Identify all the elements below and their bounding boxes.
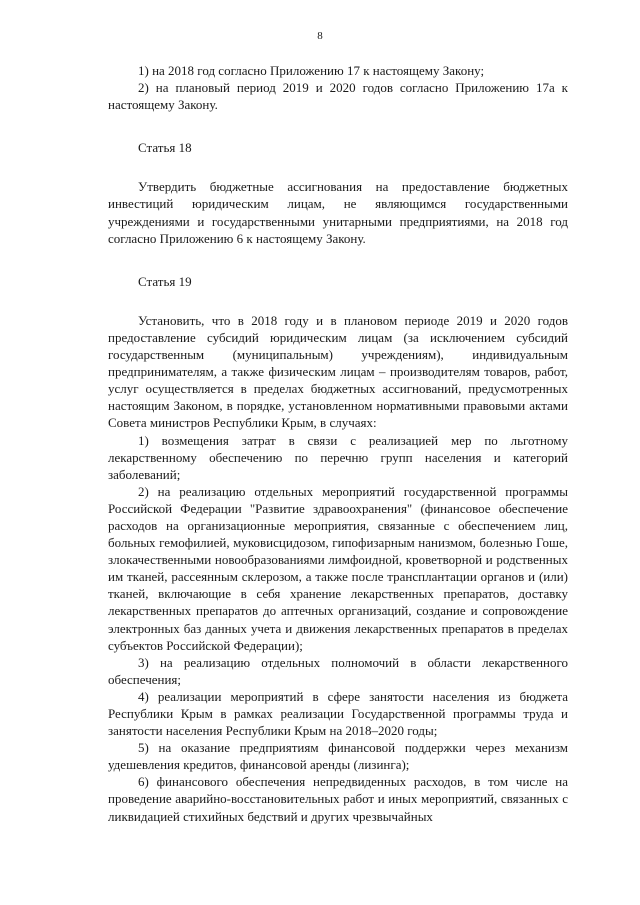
- list-item: 3) на реализацию отдельных полномочий в области лекарственного обеспечения;: [108, 654, 568, 687]
- page-number: 8: [317, 30, 323, 42]
- article-paragraph: Установить, что в 2018 году и в плановом периоде 2019 и 2020 годов предоставление субсидий юридическим лицам (за исключением субсидий государственным (муниципальным) учреждениям), индивидуальным предпринимателям, а также физическим лицам – производителям товаров, работ, услуг осуществляется в пределах бюджетных ассигнований, предусмотренных настоящим Законом, в порядке, установленном нормативными правовыми актами Совета министров Республики Крым, в случаях:: [108, 312, 568, 431]
- list-item: 6) финансового обеспечения непредвиденных расходов, в том числе на проведение аварийно-восстановительных работ и иных мероприятий, связанных с ликвидацией стихийных бедствий и других чрезвычайных: [108, 774, 568, 824]
- list-item: 2) на плановый период 2019 и 2020 годов согласно Приложению 17а к настоящему Закону.: [108, 80, 568, 113]
- list-item: 5) на оказание предприятиям финансовой поддержки через механизм удешевления кредитов, финансовой аренды (лизинга);: [108, 740, 568, 773]
- article-paragraph: Утвердить бюджетные ассигнования на предоставление бюджетных инвестиций юридическим лицам, не являющимся государственными учреждениями и государственными унитарными предприятиями, на 2018 год согласно Приложению 6 к настоящему Закону.: [108, 179, 568, 246]
- list-item: 1) возмещения затрат в связи с реализацией мер по льготному лекарственному обеспечению по перечню групп населения и категорий заболеваний;: [108, 432, 568, 482]
- list-item: 1) на 2018 год согласно Приложению 17 к настоящему Закону;: [138, 63, 485, 78]
- list-item: 2) на реализацию отдельных мероприятий государственной программы Российской Федерации "Развитие здравоохранения" (финансовое обеспечение расходов на организационные мероприятия, связанные с обеспечением лиц, больных гемофилией, муковисцидозом, гипофизарным нанизмом, болезнью Гоше, злокачественными новообразованиями лимфоидной, кроветворной и родственных им тканей, рассеянным склерозом, а также после трансплантации органов и (или) тканей, включающие в себя хранение лекарственных препаратов, доставку лекарственных препаратов до аптечных организаций, создание и сопровождение электронных баз данных учета и движения лекарственных препаратов в пределах субъектов Российской Федерации);: [108, 483, 568, 653]
- article-heading: Статья 19: [138, 273, 192, 289]
- article-heading: Статья 18: [138, 140, 192, 156]
- document-body: [108, 62, 568, 825]
- list-item: 4) реализации мероприятий в сфере занятости населения из бюджета Республики Крым в рамках реализации Государственной программы труда и занятости населения Республики Крым на 2018–2020 годы;: [108, 688, 568, 739]
